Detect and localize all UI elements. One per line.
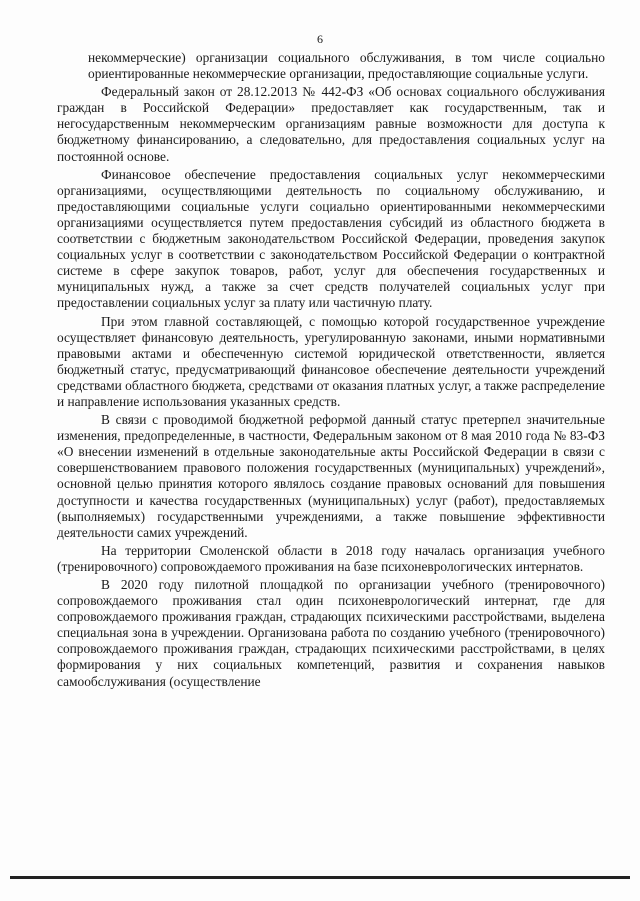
paragraph-6: На территории Смоленской области в 2018 году началась организация учебного (тренировочного) сопровождаемого проживания на базе психоневрологических интернатов.	[57, 542, 605, 574]
paragraph-4: При этом главной составляющей, с помощью которой государственное учреждение осуществляет финансовую деятельность, урегулированную законами, иными нормативными правовыми актами и обеспеченную системой юридической ответственности, является бюджетный статус, предусматривающий финансовое обеспечение деятельности учреждений средствами областного бюджета, средствами от оказания платных услуг, а также распределение и направление использования указанных средств.	[57, 313, 605, 409]
paragraph-1: некоммерческие) организации социального обслуживания, в том числе социально ориентированные некоммерческие организации, предоставляющие социальные услуги.	[88, 50, 605, 82]
paragraph-5: В связи с проводимой бюджетной реформой данный статус претерпел значительные изменения, предопределенные, в частности, Федеральным законом от 8 мая 2010 года № 83-ФЗ «О внесении изменений в отдельные законодательные акты Российской Федерации в связи с совершенствованием правового положения государственных (муниципальных) учреждений», основной целью принятия которого являлось создание правовых оснований для повышения доступности и качества государственных (муниципальных) услуг (работ), предоставляемых (выполняемых) государственными учреждениями, а также повышение эффективности деятельности самих учреждений.	[57, 412, 605, 540]
paragraph-7: В 2020 году пилотной площадкой по организации учебного (тренировочного) сопровождаемого проживания стал один психоневрологический интернат, где для сопровождаемого проживания граждан, страдающих психическими расстройствами, выделена специальная зона в учреждении. Организована работа по созданию учебного (тренировочного) сопровождаемого проживания граждан, страдающих психическими расстройствами, в целях формирования у них социальных компетенций, развития и сохранения навыков самообслуживания (осуществление	[57, 577, 605, 689]
body-text	[57, 50, 605, 690]
page-number: 6	[317, 32, 323, 46]
scan-bottom-edge	[10, 876, 630, 879]
paragraph-2: Федеральный закон от 28.12.2013 № 442-ФЗ «Об основах социального обслуживания граждан в Российской Федерации» предоставляет как государственным, так и негосударственным некоммерческим организациям равные возможности для доступа к бюджетному финансированию, а следовательно, для предоставления социальных услуг на постоянной основе.	[57, 84, 605, 164]
paragraph-3: Финансовое обеспечение предоставления социальных услуг некоммерческими организациями, осуществляющими деятельность по социальному обслуживанию, и предоставляющими социальные услуги социально ориентированными некоммерческими организациями осуществляется путем предоставления субсидий из областного бюджета в соответствии с бюджетным законодательством Российской Федерации, проведения закупок социальных услуг в соответствии с законодательством Российской Федерации о контрактной системе в сфере закупок товаров, работ, услуг для обеспечения государственных и муниципальных нужд, а также за счет средств получателей социальных услуг при предоставлении социальных услуг за плату или частичную плату.	[57, 166, 605, 311]
